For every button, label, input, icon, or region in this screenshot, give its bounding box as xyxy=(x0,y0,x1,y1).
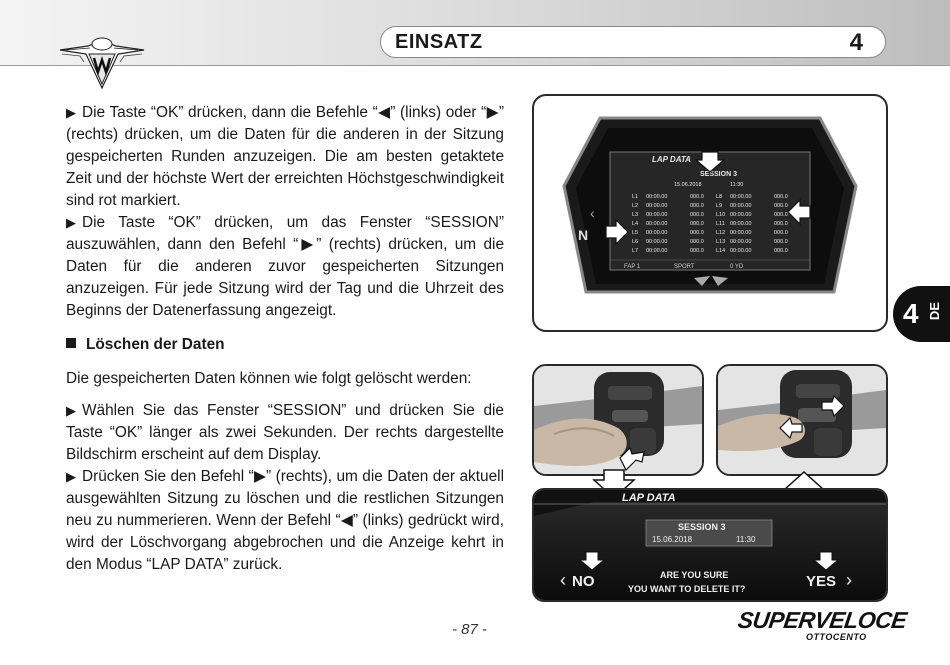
lap-time: 00:00.00 xyxy=(646,230,668,236)
handlebar-right-press-image xyxy=(716,364,888,476)
dash-bottom-date: 15.06.2018 xyxy=(652,535,693,544)
lap-time: 00:00.00 xyxy=(646,203,668,209)
dash-top-header: LAP DATA xyxy=(652,155,691,164)
lap-label: L8 xyxy=(716,194,723,200)
yes-option: YES xyxy=(806,573,837,590)
paragraph-1: ▶ Die Taste “OK” drücken, dann die Befehle “◀” (links) oder “▶” (rechts) drücken, um die Daten für die anderen in der Sitzung gespeicherten Runden anzuzeigen. Die am besten getaktete Zeit und der höchste Wert der erreichten Höchstgeschwindigkeit sind rot markiert. xyxy=(66,104,504,209)
lap-label: L2 xyxy=(632,203,639,209)
brand-logo: SUPERVELOCE xyxy=(736,607,909,633)
dash-top-footer-mid: SPORT xyxy=(674,264,695,270)
lap-speed: 000.0 xyxy=(774,221,788,227)
paragraph-5: ▶ Drücken Sie den Befehl “▶” (rechts), um die Daten der aktuell ausgewählten Sitzung zu löschen und die restlichen Sitzungen neu zu nummerieren. Wenn der Befehl “◀” (links) gedrückt wird, wird der Löschvorgang abgebrochen und die Anzeige kehrt in den Modus “LAP DATA” zurück. xyxy=(66,468,504,573)
paragraph-2: ▶ Die Taste “OK” drücken, um das Fenster “SESSION” auszuwählen, dann den Befehl “▶” (rechts) drücken, um die Daten für die anderen zuvor gespeicherten Sitzungen anzuzeigen. Für jede Sitzung wird der Tag und die Uhrzeit des Beginns der Datenerfassung angezeigt. xyxy=(66,214,504,319)
lap-label: L6 xyxy=(632,239,639,245)
dash-bottom-header: LAP DATA xyxy=(622,492,676,504)
brand-sub-logo: OTTOCENTO xyxy=(806,632,867,642)
bullet-triangle-icon: ▶ xyxy=(66,469,76,484)
lap-label: L13 xyxy=(716,239,726,245)
lap-time: 00:00.00 xyxy=(730,212,752,218)
lap-label: L12 xyxy=(716,230,726,236)
lap-time: 00:00.00 xyxy=(730,194,752,200)
lap-speed: 000.0 xyxy=(690,194,704,200)
dash-top-date: 15.06.2018 xyxy=(674,182,702,188)
yes-chevron-icon: › xyxy=(846,570,852,590)
lap-speed: 000.0 xyxy=(774,230,788,236)
dash-top-left-chevron-icon: ‹ xyxy=(590,205,595,221)
dash-top-gear: N xyxy=(578,227,589,243)
lap-speed: 000.0 xyxy=(690,221,704,227)
lap-label: L10 xyxy=(716,212,726,218)
lap-speed: 000.0 xyxy=(690,239,704,245)
chapter-number: 4 xyxy=(849,29,863,56)
lap-speed: 000.0 xyxy=(774,239,788,245)
dash-bottom-session: SESSION 3 xyxy=(678,522,726,532)
delete-question-line2: YOU WANT TO DELETE IT? xyxy=(628,584,746,594)
body-text xyxy=(66,102,504,576)
lap-label: L3 xyxy=(632,212,639,218)
lap-speed: 000.0 xyxy=(774,212,788,218)
lap-speed: 000.0 xyxy=(774,203,788,209)
paragraph-3: Die gespeicherten Daten können wie folgt gelöscht werden: xyxy=(66,370,472,387)
lap-time: 00:00.00 xyxy=(646,212,668,218)
lap-label: L7 xyxy=(632,248,639,254)
lap-label: L14 xyxy=(716,248,726,254)
lap-time: 00:00.00 xyxy=(730,239,752,245)
mv-agusta-logo-icon xyxy=(58,24,146,92)
dash-top-time: 11:30 xyxy=(730,182,744,188)
page-number: - 87 - xyxy=(452,621,488,638)
lap-time: 00:00.00 xyxy=(730,221,752,227)
dash-top-footer-right: 0 YD xyxy=(730,264,744,270)
delete-question-line1: ARE YOU SURE xyxy=(660,570,729,580)
side-tab-language: DE xyxy=(927,302,942,321)
paragraph-4: ▶ Wählen Sie das Fenster “SESSION” und drücken Sie die Taste “OK” länger als zwei Sekunden. Der rechts dargestellte Bildschirm erscheint auf dem Display. xyxy=(66,402,504,463)
square-bullet-icon xyxy=(66,338,76,348)
lap-speed: 000.0 xyxy=(690,230,704,236)
lap-speed: 000.0 xyxy=(690,203,704,209)
delete-confirm-screen-image xyxy=(532,488,888,602)
no-chevron-icon: ‹ xyxy=(560,570,566,590)
handlebar-left-press-image xyxy=(532,364,704,476)
lap-speed: 000.0 xyxy=(774,248,788,254)
chapter-title-bar xyxy=(380,26,886,58)
chapter-side-tab xyxy=(893,286,950,342)
lap-label: L9 xyxy=(716,203,723,209)
no-option: NO xyxy=(572,573,595,590)
bullet-triangle-icon: ▶ xyxy=(66,215,76,230)
bullet-triangle-icon: ▶ xyxy=(66,403,76,418)
bullet-triangle-icon: ▶ xyxy=(66,105,76,120)
dashboard-lap-data-image xyxy=(532,94,888,332)
lap-time: 00:00.00 xyxy=(646,248,668,254)
dash-bottom-time: 11:30 xyxy=(736,535,756,544)
lap-label: L1 xyxy=(632,194,639,200)
lap-time: 00:00.00 xyxy=(730,248,752,254)
dash-top-footer-left: FAP 1 xyxy=(624,264,641,270)
side-tab-number: 4 xyxy=(903,298,919,329)
lap-time: 00:00.00 xyxy=(730,203,752,209)
lap-speed: 000.0 xyxy=(690,248,704,254)
lap-label: L11 xyxy=(716,221,725,227)
section-heading: Löschen der Daten xyxy=(66,334,504,356)
dash-top-session: SESSION 3 xyxy=(700,171,737,178)
lap-time: 00:00.00 xyxy=(646,194,668,200)
lap-time: 00:00.00 xyxy=(730,230,752,236)
chapter-title: EINSATZ xyxy=(395,31,483,53)
lap-speed: 000.0 xyxy=(774,194,788,200)
lap-time: 00:00.00 xyxy=(646,221,668,227)
lap-speed: 000.0 xyxy=(690,212,704,218)
lap-label: L4 xyxy=(632,221,639,227)
lap-time: 00:00.00 xyxy=(646,239,668,245)
lap-label: L5 xyxy=(632,230,639,236)
